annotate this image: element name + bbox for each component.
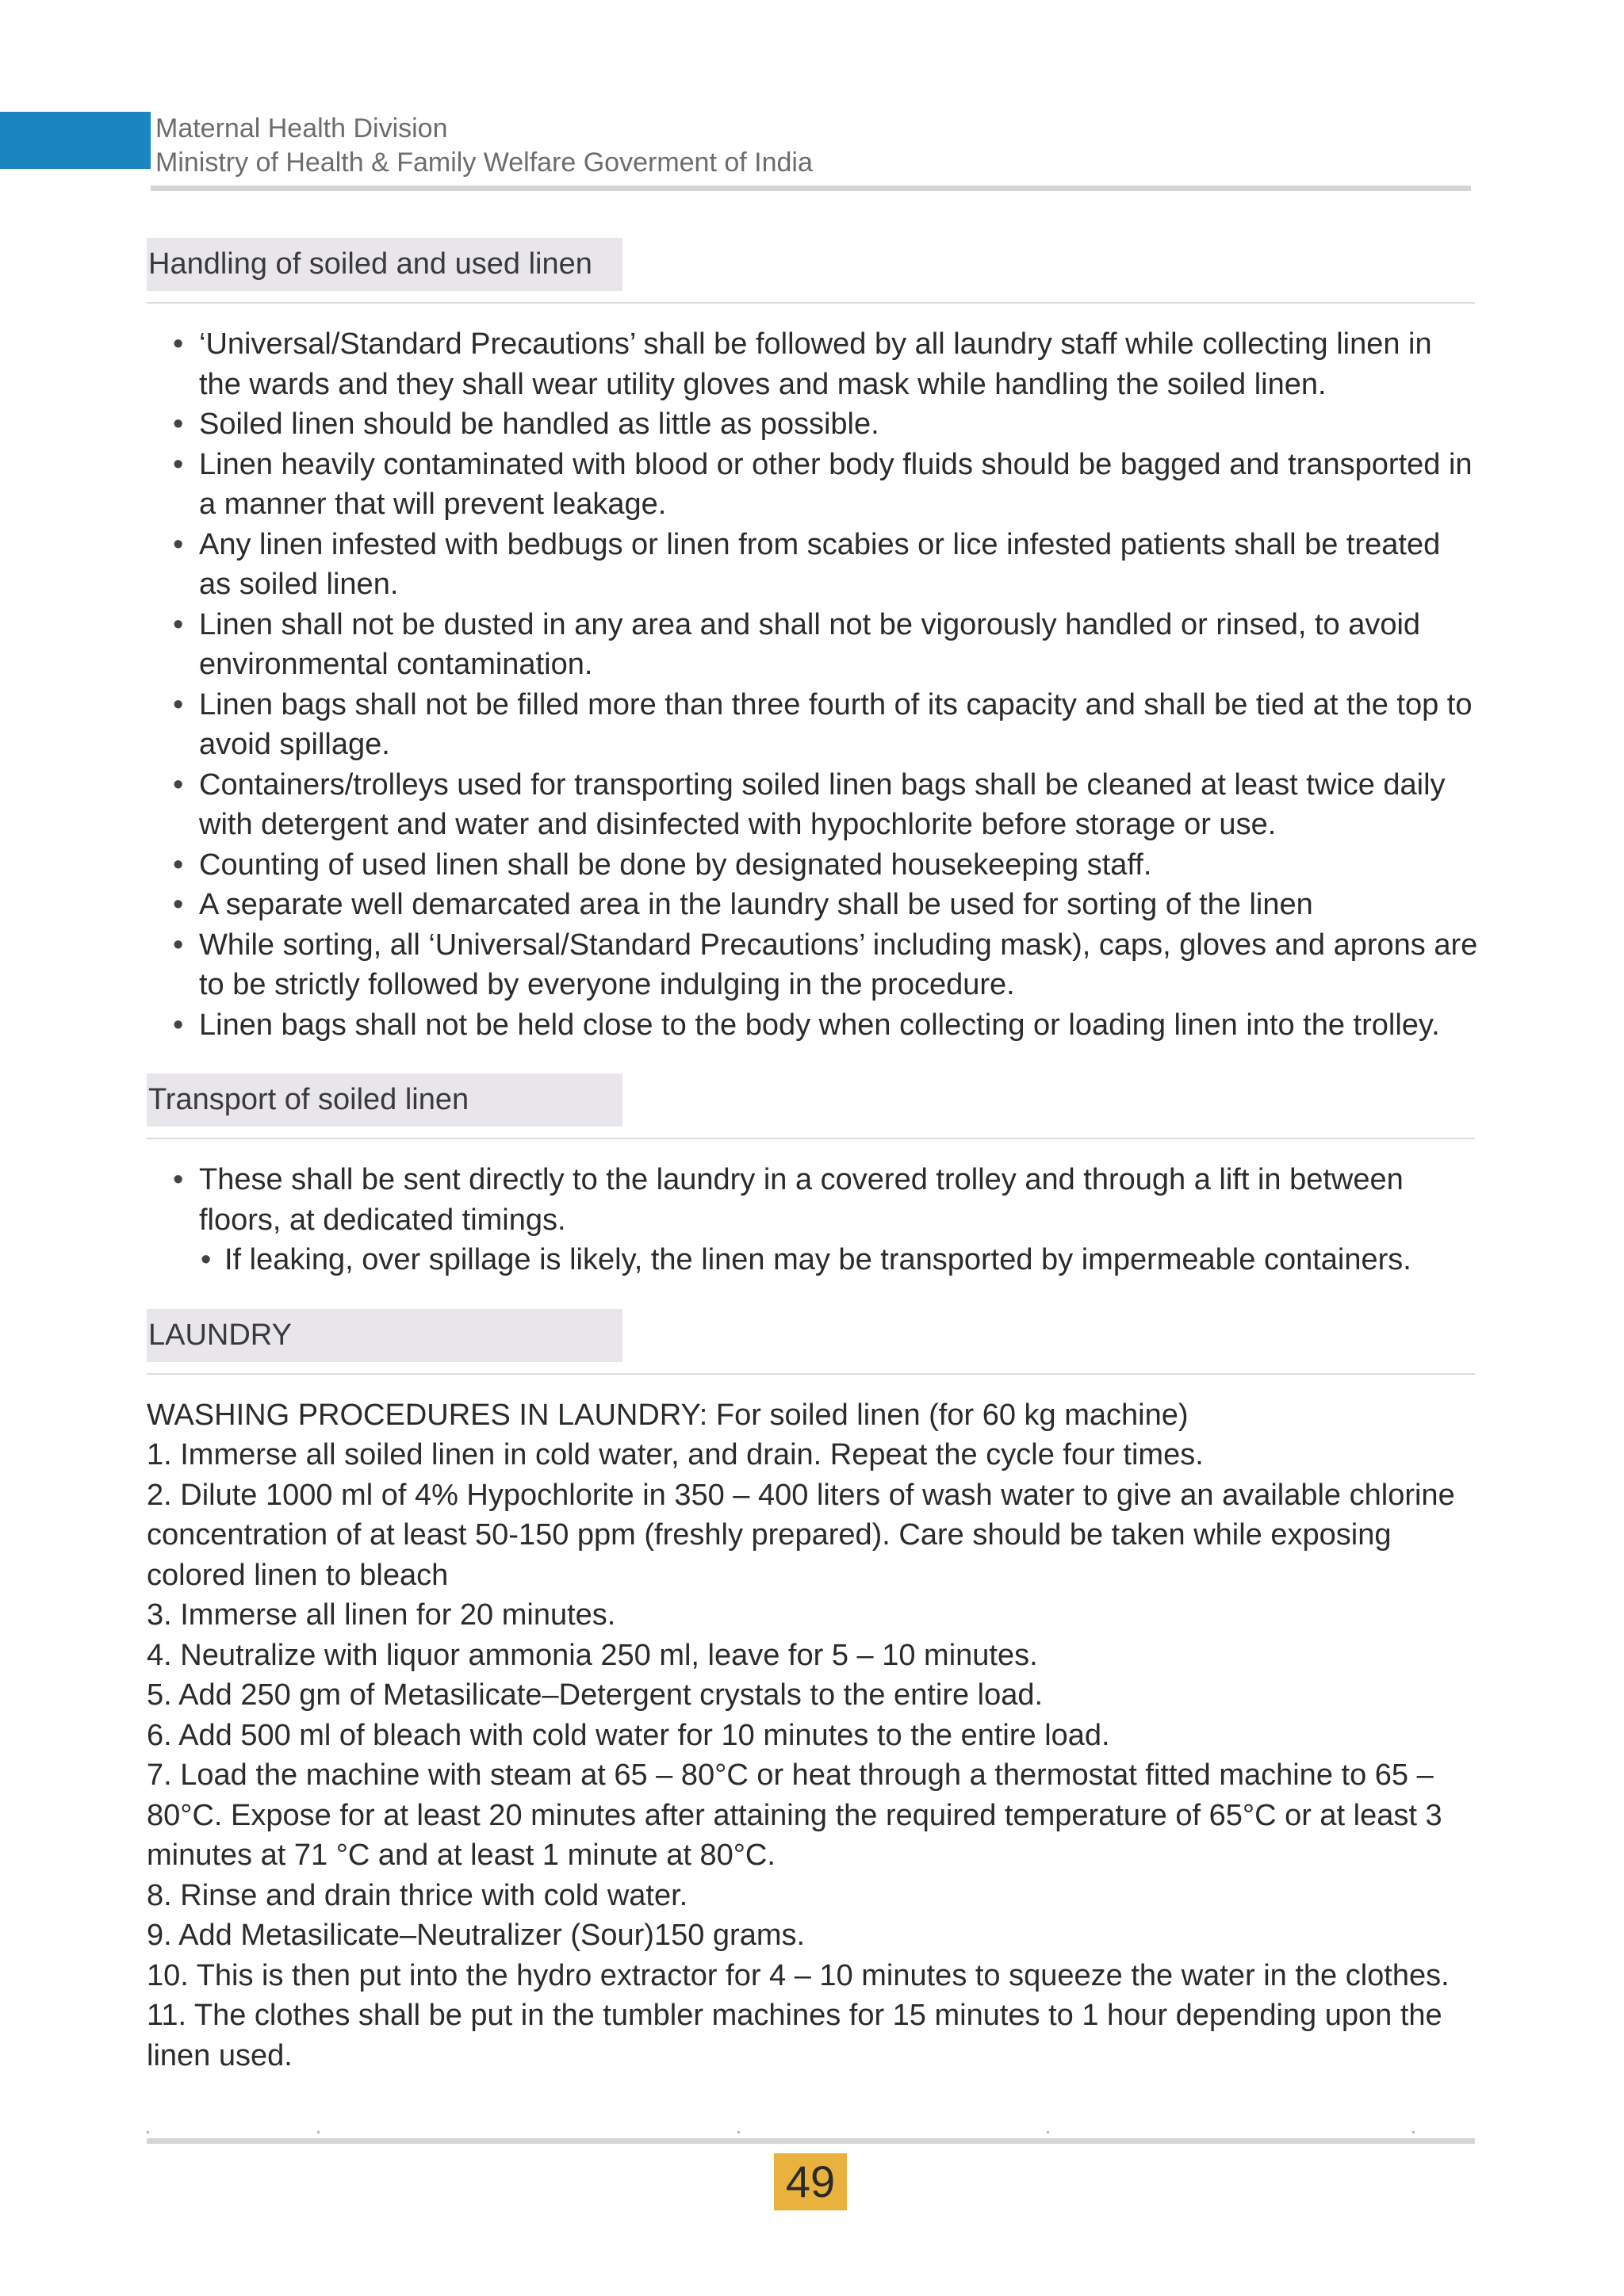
header-rule xyxy=(151,186,1471,191)
section-divider xyxy=(147,1373,1475,1375)
list-item: • Linen bags shall not be held close to the body when collecting or loading linen into the trolley. xyxy=(147,1005,1479,1046)
list-item: • While sorting, all ‘Universal/Standard Precautions’ including mask), caps, gloves and aprons are to be strictly followed by everyone indulging in the procedure. xyxy=(147,925,1479,1005)
procedure-step: 7. Load the machine with steam at 65 – 80°C or heat through a thermostat fitted machine to 65 – 80°C. Expose for at least 20 minutes after attaining the required temperature of 65°C or at least 3 minutes at 71 °C and at least 1 minute at 80°C. xyxy=(147,1758,1442,1872)
footer-rule xyxy=(147,2138,1475,2144)
page-number: 49 xyxy=(774,2153,847,2210)
procedure-step: 1. Immerse all soiled linen in cold water, and drain. Repeat the cycle four times. xyxy=(147,1438,1204,1471)
procedure-step: 8. Rinse and drain thrice with cold water. xyxy=(147,1878,688,1912)
list-item: • Linen shall not be dusted in any area and shall not be vigorously handled or rinsed, to avoid environmental contamination. xyxy=(147,605,1479,685)
list-item: • These shall be sent directly to the laundry in a covered trolley and through a lift in between floors, at dedicated timings. xyxy=(147,1160,1479,1240)
header xyxy=(155,112,813,180)
list-item: • Containers/trolleys used for transporting soiled linen bags shall be cleaned at least twice daily with detergent and water and disinfected with hypochlorite before storage or use. xyxy=(147,765,1479,845)
section-divider xyxy=(147,1138,1475,1139)
list-item: • Linen bags shall not be filled more than three fourth of its capacity and shall be tied at the top to avoid spillage. xyxy=(147,685,1479,765)
list-item: • Any linen infested with bedbugs or linen from scabies or lice infested patients shall be treated as soiled linen. xyxy=(147,525,1479,605)
page-content xyxy=(147,238,1479,2076)
section-heading-transport: Transport of soiled linen xyxy=(147,1073,622,1127)
procedure-step: 10. This is then put into the hydro extractor for 4 – 10 minutes to squeeze the water in the clothes. xyxy=(147,1958,1450,1992)
sub-list-item: • If leaking, over spillage is likely, the linen may be transported by impermeable containers. xyxy=(147,1240,1479,1280)
procedure-step: 4. Neutralize with liquor ammonia 250 ml, leave for 5 – 10 minutes. xyxy=(147,1638,1038,1672)
header-ministry: Ministry of Health & Family Welfare Goverment of India xyxy=(155,147,813,178)
section-divider xyxy=(147,302,1475,304)
list-item: • ‘Universal/Standard Precautions’ shall be followed by all laundry staff while collecting linen in the wards and they shall wear utility gloves and mask while handling the soiled linen. xyxy=(147,324,1479,404)
procedure-step: 5. Add 250 gm of Metasilicate–Detergent crystals to the entire load. xyxy=(147,1678,1044,1712)
list-item: • A separate well demarcated area in the laundry shall be used for sorting of the linen xyxy=(147,885,1479,925)
section-transport xyxy=(147,1073,1479,1280)
header-division: Maternal Health Division xyxy=(155,113,448,144)
washing-steps xyxy=(147,1435,1479,2076)
section-laundry xyxy=(147,1309,1479,2076)
list-item: • Linen heavily contaminated with blood or other body fluids should be bagged and transported in a manner that will prevent leakage. xyxy=(147,445,1479,525)
section-heading-laundry: LAUNDRY xyxy=(147,1309,622,1362)
transport-bullet-list xyxy=(147,1160,1479,1280)
handling-bullet-list xyxy=(147,324,1479,1045)
procedure-step: 2. Dilute 1000 ml of 4% Hypochlorite in 350 – 400 liters of wash water to give an available chlorine concentration of at least 50-150 ppm (freshly prepared). Care should be taken while exposing colored linen to bleach xyxy=(147,1478,1455,1592)
footer-dots xyxy=(147,2131,1475,2137)
washing-procedure-title: WASHING PROCEDURES IN LAUNDRY: For soiled linen (for 60 kg machine) xyxy=(147,1398,1189,1432)
list-item: • Counting of used linen shall be done by designated housekeeping staff. xyxy=(147,845,1479,886)
section-handling xyxy=(147,238,1479,1045)
list-item: • Soiled linen should be handled as little as possible. xyxy=(147,404,1479,445)
header-accent-bar xyxy=(0,112,151,169)
procedure-step: 6. Add 500 ml of bleach with cold water for 10 minutes to the entire load. xyxy=(147,1718,1110,1752)
procedure-step: 9. Add Metasilicate–Neutralizer (Sour)150 grams. xyxy=(147,1919,806,1952)
section-heading-handling: Handling of soiled and used linen xyxy=(147,238,622,291)
procedure-step: 11. The clothes shall be put in the tumbler machines for 15 minutes to 1 hour depending upon the linen used. xyxy=(147,1999,1442,2072)
procedure-step: 3. Immerse all linen for 20 minutes. xyxy=(147,1598,616,1632)
